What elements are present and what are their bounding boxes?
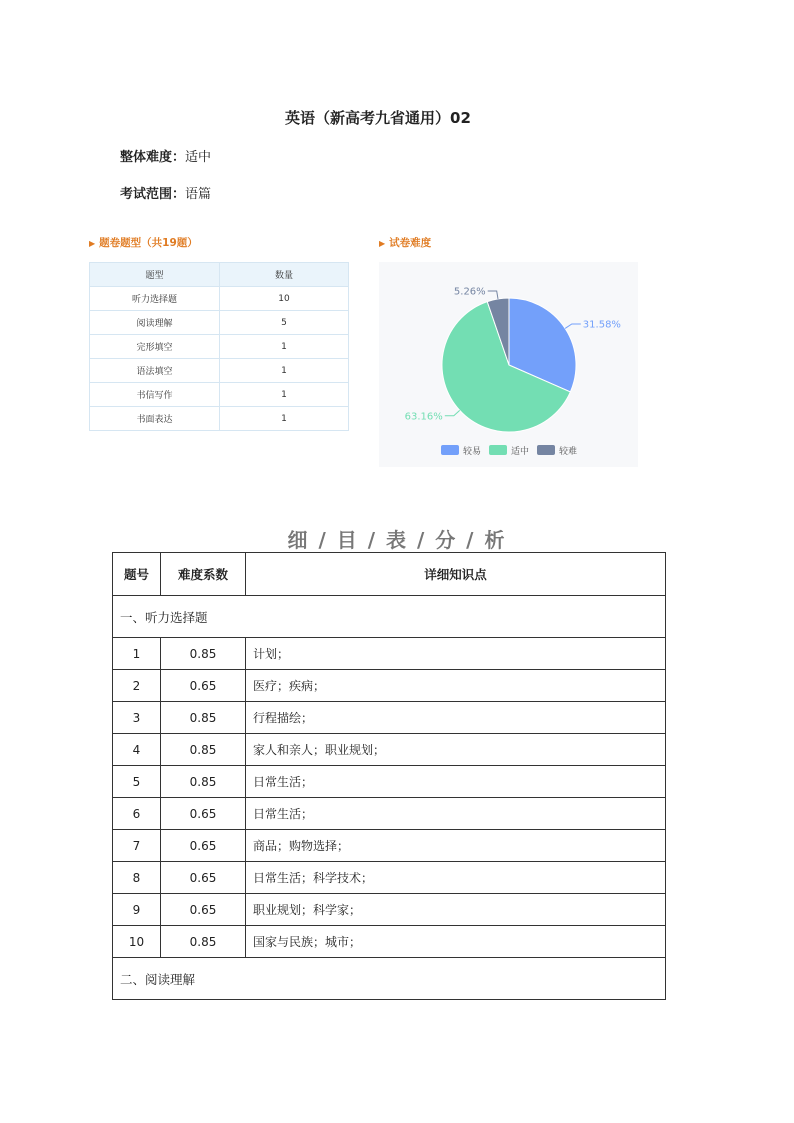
document-title: 英语（新高考九省通用）02 (285, 109, 471, 127)
column-header: 难度系数 (161, 553, 246, 596)
legend-label: 适中 (511, 447, 530, 457)
exam-scope (120, 183, 211, 202)
question-number: 9 (113, 894, 161, 926)
question-types-heading-text: 题卷题型（共19题） (99, 237, 198, 249)
pie-data-label: 63.16% (404, 411, 443, 423)
question-number: 3 (113, 702, 161, 734)
table-row (113, 798, 666, 830)
section-row (113, 596, 666, 638)
difficulty-coefficient: 0.85 (161, 926, 246, 958)
pie-label-line (488, 291, 498, 299)
difficulty-coefficient: 0.65 (161, 894, 246, 926)
count-cell: 1 (220, 359, 349, 383)
question-number: 7 (113, 830, 161, 862)
pie-chart-svg (379, 262, 638, 467)
difficulty-coefficient: 0.85 (161, 702, 246, 734)
difficulty-pie-chart (379, 262, 638, 467)
section-row (113, 958, 666, 1000)
column-header: 题型 (90, 263, 220, 287)
column-header: 数量 (220, 263, 349, 287)
table-row (90, 311, 349, 335)
pie-label-line (445, 410, 460, 415)
knowledge-points: 职业规划；科学家； (246, 894, 666, 926)
table-row (113, 894, 666, 926)
table-row (113, 734, 666, 766)
section-label: 一、听力选择题 (113, 596, 666, 638)
pie-label-line (565, 324, 581, 328)
scope-value: 语篇 (185, 187, 212, 202)
knowledge-points: 国家与民族；城市； (246, 926, 666, 958)
type-cell: 听力选择题 (90, 287, 220, 311)
type-cell: 完形填空 (90, 335, 220, 359)
question-number: 1 (113, 638, 161, 670)
section-label: 二、阅读理解 (113, 958, 666, 1000)
knowledge-points: 日常生活； (246, 766, 666, 798)
table-row (113, 830, 666, 862)
detail-table (112, 552, 666, 1000)
table-row (113, 766, 666, 798)
question-number: 6 (113, 798, 161, 830)
table-row (113, 926, 666, 958)
table-row (90, 383, 349, 407)
count-cell: 10 (220, 287, 349, 311)
question-number: 8 (113, 862, 161, 894)
knowledge-points: 日常生活； (246, 798, 666, 830)
overall-difficulty (120, 146, 211, 165)
question-number: 4 (113, 734, 161, 766)
question-number: 5 (113, 766, 161, 798)
difficulty-coefficient: 0.85 (161, 638, 246, 670)
pie-data-label: 31.58% (582, 319, 621, 331)
legend-swatch (489, 445, 507, 455)
table-row (90, 335, 349, 359)
difficulty-value: 适中 (185, 150, 212, 165)
count-cell: 1 (220, 383, 349, 407)
table-row (90, 359, 349, 383)
triangle-bullet-icon: ▶ (379, 239, 386, 248)
difficulty-coefficient: 0.65 (161, 862, 246, 894)
count-cell: 5 (220, 311, 349, 335)
scope-label: 考试范围： (120, 187, 186, 202)
legend-swatch (537, 445, 555, 455)
type-cell: 书面表达 (90, 407, 220, 431)
count-cell: 1 (220, 407, 349, 431)
table-row (90, 287, 349, 311)
knowledge-points: 日常生活；科学技术； (246, 862, 666, 894)
difficulty-chart-heading-text: 试卷难度 (389, 237, 432, 249)
knowledge-points: 行程描绘； (246, 702, 666, 734)
difficulty-coefficient: 0.85 (161, 766, 246, 798)
table-row (90, 407, 349, 431)
difficulty-chart-heading (379, 235, 431, 250)
table-row (113, 638, 666, 670)
question-types-table (89, 262, 349, 431)
legend-label: 较易 (463, 447, 482, 457)
difficulty-coefficient: 0.65 (161, 798, 246, 830)
column-header: 题号 (113, 553, 161, 596)
pie-data-label: 5.26% (453, 286, 486, 298)
column-header: 详细知识点 (246, 553, 666, 596)
detail-analysis-title: 细 / 目 / 表 / 分 / 析 (287, 528, 507, 552)
type-cell: 书信写作 (90, 383, 220, 407)
knowledge-points: 计划； (246, 638, 666, 670)
difficulty-coefficient: 0.65 (161, 830, 246, 862)
table-row (113, 670, 666, 702)
table-header-row (90, 263, 349, 287)
triangle-bullet-icon: ▶ (89, 239, 96, 248)
knowledge-points: 家人和亲人；职业规划； (246, 734, 666, 766)
difficulty-coefficient: 0.65 (161, 670, 246, 702)
type-cell: 阅读理解 (90, 311, 220, 335)
knowledge-points: 商品；购物选择； (246, 830, 666, 862)
table-row (113, 862, 666, 894)
legend-swatch (441, 445, 459, 455)
question-number: 10 (113, 926, 161, 958)
question-number: 2 (113, 670, 161, 702)
type-cell: 语法填空 (90, 359, 220, 383)
knowledge-points: 医疗；疾病； (246, 670, 666, 702)
legend-label: 较难 (559, 447, 578, 457)
question-types-heading (89, 235, 198, 250)
difficulty-coefficient: 0.85 (161, 734, 246, 766)
difficulty-label: 整体难度： (120, 150, 186, 165)
table-header-row (113, 553, 666, 596)
count-cell: 1 (220, 335, 349, 359)
table-row (113, 702, 666, 734)
